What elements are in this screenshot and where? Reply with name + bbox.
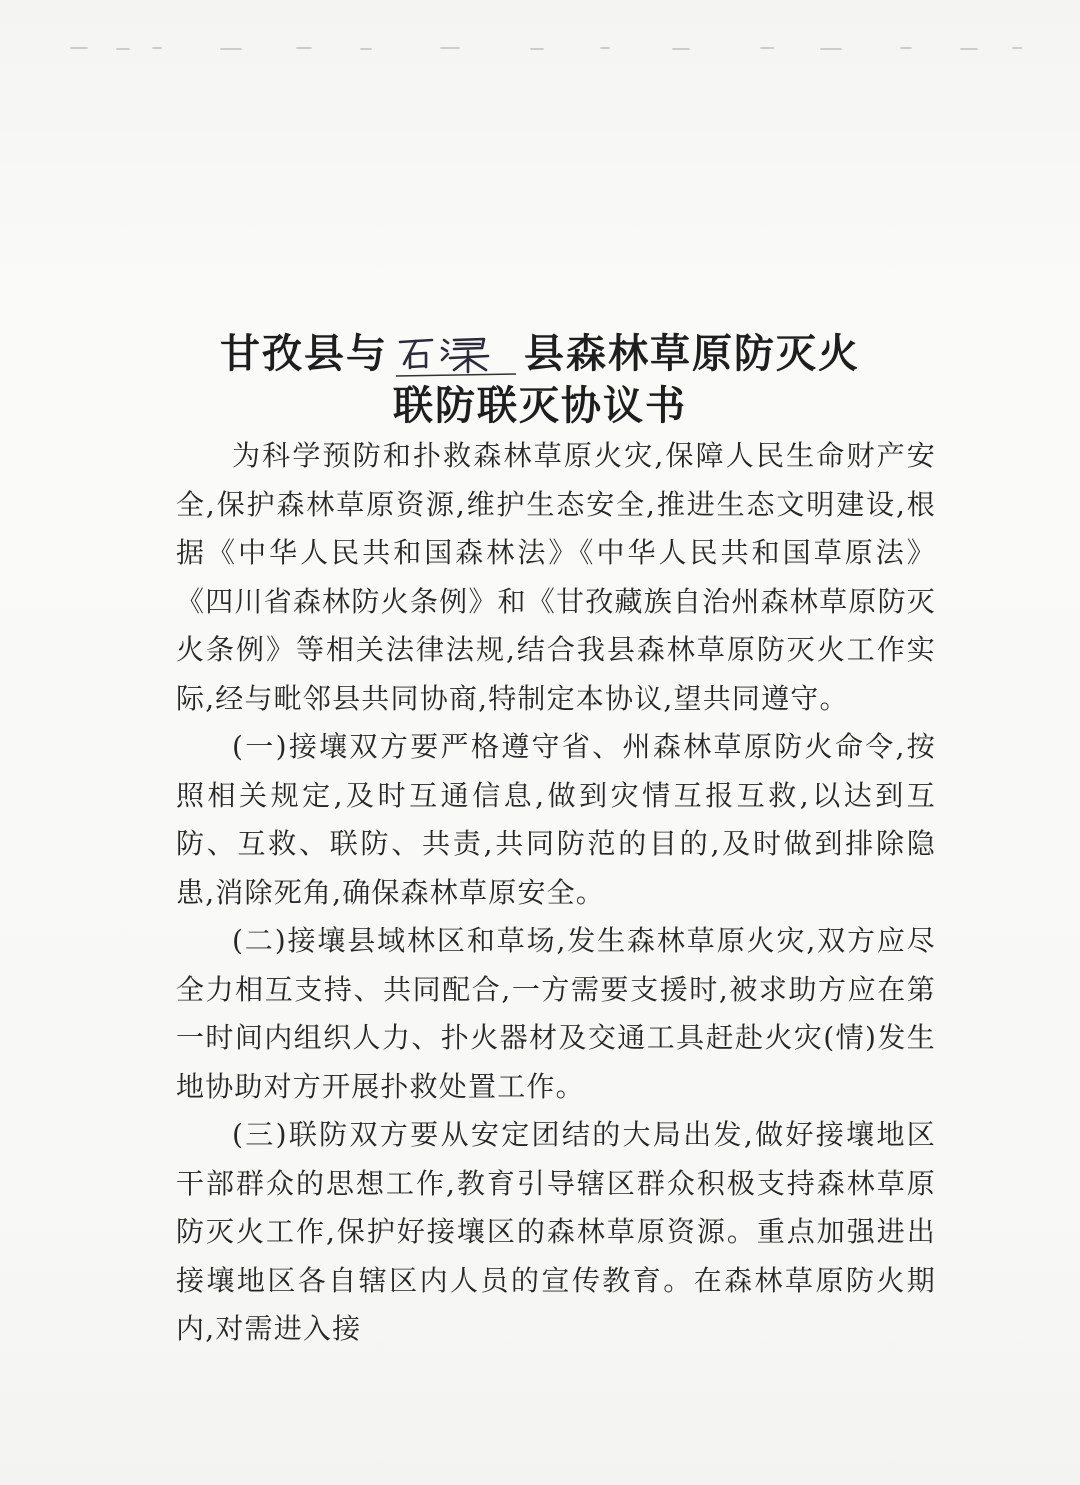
- paragraph-clause-2: (二)接壤县域林区和草场,发生森林草原火灾,双方应尽全力相互支持、共同配合,一方需要支援时,被求助方应在第一时间内组织人力、扑火器材及交通工具赶赴火灾(情)发生地协助对方开展扑救处置工作。: [176, 924, 936, 1103]
- title-prefix: 甘孜县与: [220, 330, 388, 377]
- paragraph-preamble: 为科学预防和扑救森林草原火灾,保障人民生命财产安全,保护森林草原资源,维护生态安全,推进生态文明建设,根据《中华人民共和国森林法》《中华人民共和国草原法》《四川省森林防火条例》和《甘孜藏族自治州森林草原防灭火条例》等相关法律法规,结合我县森林草原防灭火工作实际,经与毗邻县共同协商,特制定本协议,望共同遵守。: [176, 439, 936, 715]
- scan-artifact-marks: [60, 38, 1040, 58]
- document-title-line-1: [0, 328, 1080, 380]
- document-title-line-2: 联防联灭协议书: [393, 382, 687, 429]
- title-suffix: 县森林草原防灭火: [524, 330, 860, 377]
- handwritten-county-name: [392, 328, 520, 380]
- paragraph-clause-3: (三)联防双方要从安定团结的大局出发,做好接壤地区干部群众的思想工作,教育引导辖区群众积极支持森林草原防灭火工作,保护好接壤区的森林草原资源。重点加强进出接壤地区各自辖区内人员的宣传教育。在森林草原防火期内,对需进入接: [176, 1118, 936, 1345]
- document-body: [176, 432, 936, 1354]
- handwriting-signature: [392, 328, 520, 380]
- paragraph-clause-1: (一)接壤双方要严格遵守省、州森林草原防火命令,按照相关规定,及时互通信息,做到灾情互报互救,以达到互防、互救、联防、共责,共同防范的目的,及时做到排除隐患,消除死角,确保森林草原安全。: [176, 730, 936, 909]
